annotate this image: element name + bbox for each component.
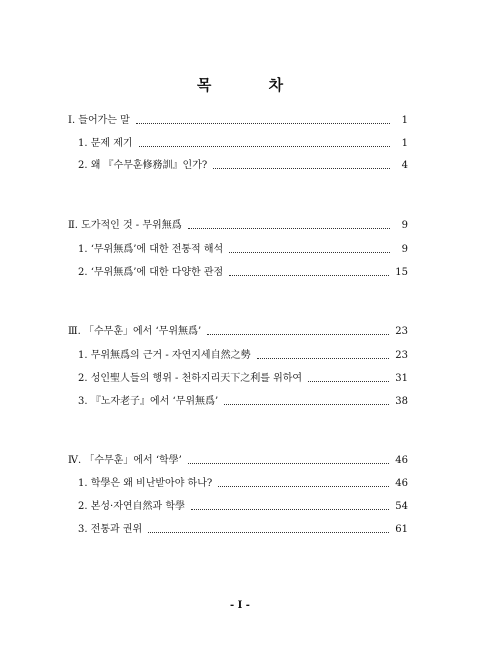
toc-section-4[interactable] [68,454,408,467]
dot-leader [191,509,389,510]
dot-leader [213,168,390,169]
toc-page-number: 9 [401,220,408,231]
toc-section-label: Ⅳ. 「수무훈」에서 ‘학學’ [68,455,182,466]
dot-leader [257,358,390,359]
dot-leader [207,334,389,335]
toc-page-number: 9 [401,244,408,255]
toc-page-number: 23 [395,350,408,361]
toc-page-number: 23 [395,326,408,337]
toc-item-3-1[interactable] [78,349,408,362]
dot-leader [136,123,390,124]
dot-leader [229,275,389,276]
toc-item-label: 1. 학學은 왜 비난받아야 하나? [78,478,213,489]
dot-leader [139,146,390,147]
toc-page-number: 15 [395,267,408,278]
dot-leader [148,532,389,533]
page-footer-number: - I - [230,600,250,611]
dot-leader [188,228,390,229]
toc-section-3[interactable] [68,325,408,338]
toc-item-4-3[interactable] [78,523,408,536]
toc-section-label: Ⅲ. 「수무훈」에서 ‘무위無爲’ [68,326,202,337]
toc-item-1-1[interactable] [78,137,408,150]
toc-page-number: 61 [395,524,408,535]
toc-item-label: 2. ‘무위無爲’에 대한 다양한 관점 [78,267,224,278]
toc-section-label: Ⅰ. 들어가는 말 [68,115,130,126]
toc-item-label: 1. 무위無爲의 근거 - 자연지세自然之勢 [78,350,251,361]
toc-item-4-2[interactable] [78,500,408,513]
toc-section-label: Ⅱ. 도가적인 것 - 무위無爲 [68,220,182,231]
toc-page-number: 46 [395,478,408,489]
toc-title: 목 차 [196,76,310,94]
toc-item-3-2[interactable] [78,372,408,385]
toc-item-label: 1. ‘무위無爲’에 대한 전통적 해석 [78,244,224,255]
toc-item-label: 2. 본성·자연自然과 학學 [78,501,186,512]
toc-item-label: 3. 『노자老子』에서 ‘무위無爲’ [78,396,219,407]
toc-page-number: 31 [395,373,408,384]
toc-section-1[interactable] [68,114,408,127]
toc-page-number: 1 [401,115,408,126]
toc-item-4-1[interactable] [78,477,408,490]
dot-leader [218,486,389,487]
dot-leader [308,381,389,382]
toc-page-number: 46 [395,455,408,466]
toc-page-number: 1 [401,138,408,149]
toc-section-2[interactable] [68,219,408,232]
toc-item-label: 2. 성인聖人들의 행위 - 천하지리天下之利를 위하여 [78,373,303,384]
toc-item-1-2[interactable] [78,159,408,172]
dot-leader [188,463,389,464]
dot-leader [229,252,390,253]
toc-page-number: 54 [395,501,408,512]
toc-item-3-3[interactable] [78,395,408,408]
toc-page-number: 4 [401,160,408,171]
toc-item-label: 1. 문제 제기 [78,138,133,149]
toc-item-label: 3. 전통과 권위 [78,524,143,535]
toc-item-label: 2. 왜 『수무훈修務訓』인가? [78,160,208,171]
dot-leader [224,404,389,405]
toc-item-2-2[interactable] [78,266,408,279]
toc-item-2-1[interactable] [78,243,408,256]
toc-page-number: 38 [395,396,408,407]
